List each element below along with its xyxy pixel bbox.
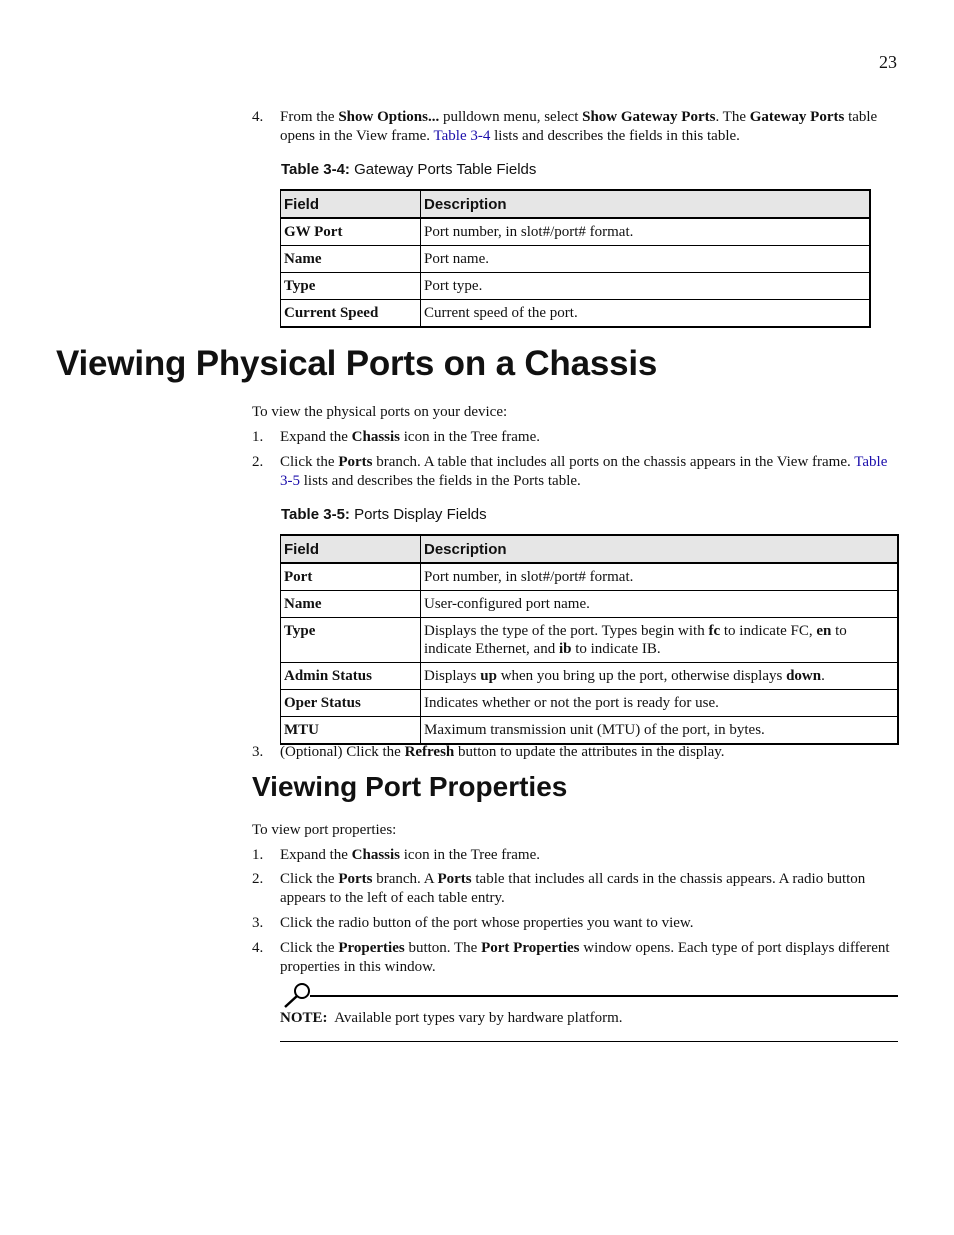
header-description: Description (421, 190, 871, 218)
step-number: 1. (252, 429, 264, 445)
row-field: Current Speed (281, 300, 421, 328)
step-text: Expand the Chassis icon in the Tree frame. (280, 847, 540, 863)
row-field: GW Port (281, 218, 421, 246)
table-3-4-link[interactable]: Table 3-4 (433, 128, 491, 144)
row-field: Port (281, 563, 421, 591)
step-text: Click the Ports branch. A table that includes all ports on the chassis appears in the View frame. Table 3-5 lists and describes the fields in the Ports table. (280, 454, 888, 489)
row-field: Admin Status (281, 663, 421, 690)
section-heading-physical-ports: Viewing Physical Ports on a Chassis (56, 344, 658, 383)
row-description: Port number, in slot#/port# format. (421, 563, 899, 591)
note-text: NOTE: Available port types vary by hardware platform. (280, 1010, 623, 1026)
table-row (281, 618, 899, 663)
step-number: 3. (252, 915, 264, 931)
row-description: Indicates whether or not the port is ready for use. (421, 690, 899, 717)
row-field: MTU (281, 717, 421, 745)
table-row (281, 300, 871, 328)
row-description: Port type. (421, 273, 871, 300)
table-row (281, 218, 871, 246)
section2-step-2 (252, 870, 897, 908)
subsection-heading-port-properties: Viewing Port Properties (252, 771, 568, 802)
step-text: Expand the Chassis icon in the Tree frame. (280, 429, 540, 445)
section1-step-1 (252, 428, 897, 447)
step-text: Click the radio button of the port whose properties you want to view. (280, 915, 694, 931)
header-description: Description (421, 535, 899, 563)
intro-step (252, 108, 897, 146)
table-row (281, 663, 899, 690)
step-number: 4. (252, 940, 264, 956)
table-3-5-link[interactable]: Table 3-5 (280, 454, 888, 489)
page-number: 23 (879, 52, 897, 72)
step-text: From the Show Options... pulldown menu, select Show Gateway Ports. The Gateway Ports table opens in the View frame. Table 3-4 lists and describes the fields in this table. (280, 109, 878, 144)
table-3-4-caption: Table 3-4: Gateway Ports Table Fields (281, 161, 537, 178)
table-row (281, 690, 899, 717)
row-description: Maximum transmission unit (MTU) of the port, in bytes. (421, 717, 899, 745)
section1-step-3 (252, 743, 897, 762)
section2-step-4 (252, 939, 897, 977)
step-number: 1. (252, 847, 264, 863)
table-header-row (281, 535, 899, 563)
row-field: Oper Status (281, 690, 421, 717)
section2-intro: To view port properties: (252, 822, 397, 838)
table-header-row (281, 190, 871, 218)
row-description: Displays up when you bring up the port, otherwise displays down. (421, 663, 899, 690)
section1-intro: To view the physical ports on your device: (252, 404, 508, 420)
note-top-rule (310, 995, 898, 997)
row-description: User-configured port name. (421, 591, 899, 618)
section2-step-1 (252, 846, 897, 865)
row-field: Type (281, 273, 421, 300)
table-3-5-caption: Table 3-5: Ports Display Fields (281, 506, 487, 523)
row-field: Type (281, 618, 421, 663)
step-text: Click the Properties button. The Port Properties window opens. Each type of port displays different properties in this window. (280, 940, 890, 975)
table-row (281, 246, 871, 273)
table-row (281, 563, 899, 591)
header-field: Field (281, 535, 421, 563)
ports-display-table (280, 534, 899, 745)
table-row (281, 591, 899, 618)
section2-step-3 (252, 914, 897, 933)
step-number: 2. (252, 871, 264, 887)
step-number: 3. (252, 744, 264, 760)
magnifier-icon (282, 982, 312, 1008)
row-field: Name (281, 591, 421, 618)
section1-step-2 (252, 453, 897, 491)
step-text: (Optional) Click the Refresh button to update the attributes in the display. (280, 744, 725, 760)
row-field: Name (281, 246, 421, 273)
row-description: Displays the type of the port. Types begin with fc to indicate FC, en to indicate Ethernet, and ib to indicate IB. (421, 618, 899, 663)
row-description: Port number, in slot#/port# format. (421, 218, 871, 246)
table-row (281, 717, 899, 745)
step-number: 4. (252, 109, 264, 125)
header-field: Field (281, 190, 421, 218)
table-row (281, 273, 871, 300)
row-description: Port name. (421, 246, 871, 273)
gateway-ports-table (280, 189, 871, 328)
step-text: Click the Ports branch. A Ports table that includes all cards in the chassis appears. A radio button appears to the left of each table entry. (280, 871, 866, 906)
step-number: 2. (252, 454, 264, 470)
row-description: Current speed of the port. (421, 300, 871, 328)
note-bottom-rule (280, 1041, 898, 1042)
